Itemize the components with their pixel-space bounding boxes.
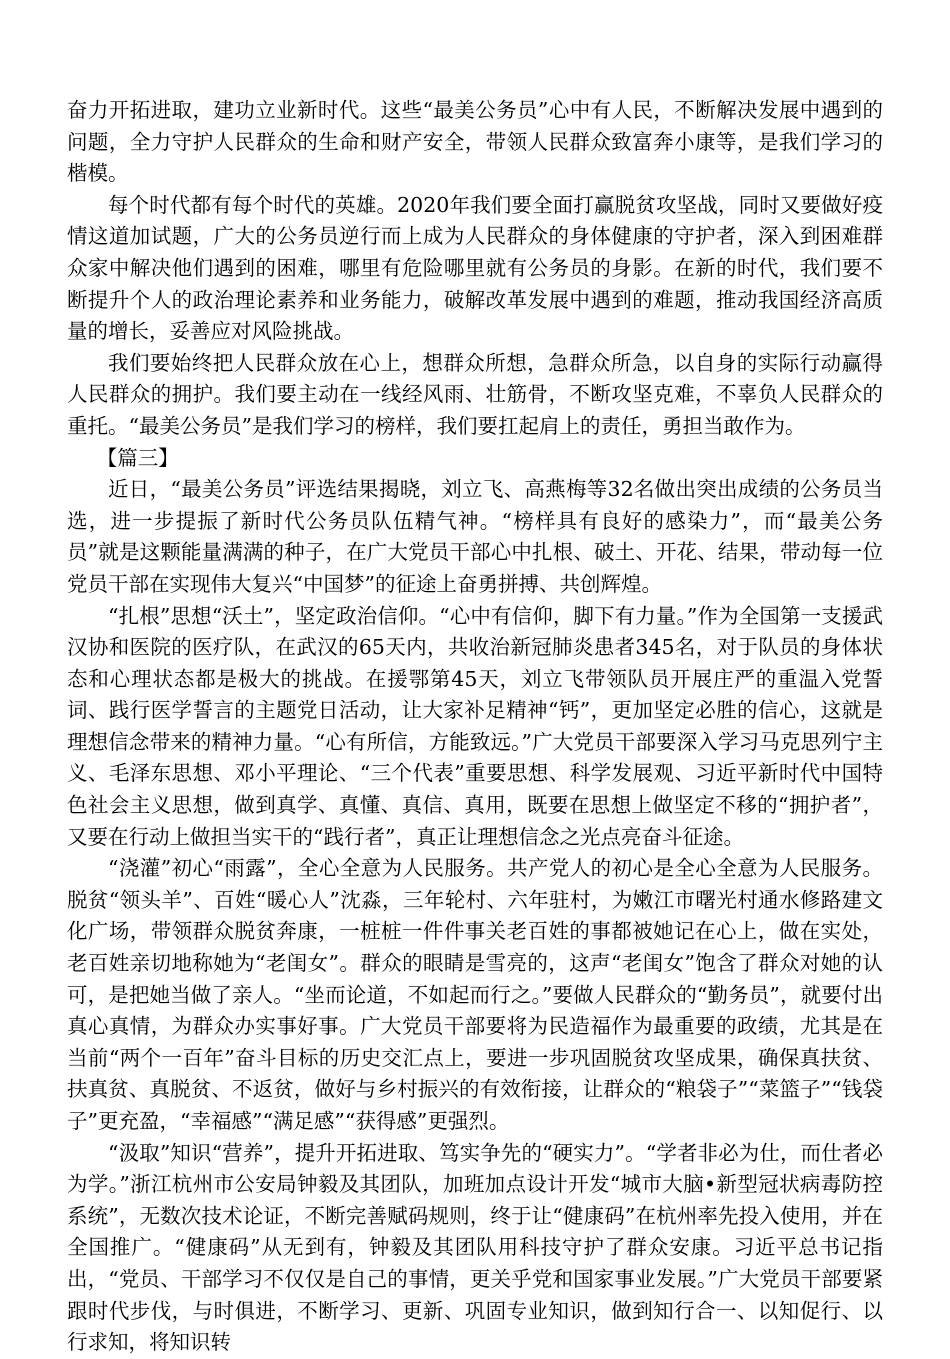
section-heading: 【篇三】 xyxy=(96,445,179,470)
document-page xyxy=(67,95,883,1359)
paragraph-continuation: 奋力开拓进取，建功立业新时代。这些“最美公务员”心中有人民，不断解决发展中遇到的问题，全力守护人民群众的生命和财产安全，带领人民群众致富奔小康等，是我们学习的楷模。 xyxy=(67,98,883,186)
paragraph-serve-people: “浇灌”初心“雨露”，全心全意为人民服务。共产党人的初心是全心全意为人民服务。脱贫“领头羊”、百姓“暖心人”沈淼，三年轮村、六年驻村，为嫩江市曙光村通水修路建文化广场，带领群众脱贫奔康，一桩桩一件件事关老百姓的事都被她记在心上，做在实处，老百姓亲切地称她为“老闺女”。群众的眼睛是雪亮的，这声“老闺女”饱含了群众对她的认可，是把她当做了亲人。“坐而论道，不如起而行之。”要做人民群众的“勤务员”，就要付出真心真情，为群众办实事好事。广大党员干部要将为民造福作为最重要的政绩，尤其是在当前“两个一百年”奋斗目标的历史交汇点上，要进一步巩固脱贫攻坚成果，确保真扶贫、扶真贫、真脱贫、不返贫，做好与乡村振兴的有效衔接，让群众的“粮袋子”“菜篮子”“钱袋子”更充盈，“幸福感”“满足感”“获得感”更强烈。 xyxy=(67,856,883,1133)
paragraph-people-in-heart: 我们要始终把人民群众放在心上，想群众所想，急群众所急，以自身的实际行动赢得人民群众的拥护。我们要主动在一线经风雨、壮筋骨，不断攻坚克难，不辜负人民群众的重托。“最美公务员”是我们学习的榜样，我们要扛起肩上的责任，勇担当敢作为。 xyxy=(67,350,883,438)
paragraph-heroes-of-era: 每个时代都有每个时代的英雄。2020年我们要全面打赢脱贫攻坚战，同时又要做好疫情这道加试题，广大的公务员逆行而上成为人民群众的身体健康的守护者，深入到困难群众家中解决他们遇到的困难，哪里有危险哪里就有公务员的身影。在新的时代，我们要不断提升个人的政治理论素养和业务能力，破解改革发展中遇到的难题，推动我国经济高质量的增长，妥善应对风险挑战。 xyxy=(67,192,883,344)
paragraph-selection-results: 近日，“最美公务员”评选结果揭晓，刘立飞、高燕梅等32名做出突出成绩的公务员当选，进一步提振了新时代公务员队伍精气神。“榜样具有良好的感染力”，而“最美公务员”就是这颗能量满满的种子，在广大党员干部心中扎根、破土、开花、结果，带动每一位党员干部在实现伟大复兴“中国梦”的征途上奋勇拼搏、共创辉煌。 xyxy=(67,477,883,596)
paragraph-absorb-knowledge: “汲取”知识“营养”，提升开拓进取、笃实争先的“硬实力”。“学者非必为仕，而仕者必为学。”浙江杭州市公安局钟毅及其团队，加班加点设计开发“城市大脑•新型冠状病毒防控系统”，无数次技术论证，不断完善赋码规则，终于让“健康码”在杭州率先投入使用，并在全国推广。“健康码”从无到有，钟毅及其团队用科技守护了群众安康。习近平总书记指出，“党员、干部学习不仅仅是自己的事情，更关乎党和国家事业发展。”广大党员干部要紧跟时代步伐，与时俱进，不断学习、更新、巩固专业知识，做到知行合一、以知促行、以行求知，将知识转 xyxy=(67,1140,883,1355)
paragraph-root-belief: “扎根”思想“沃土”，坚定政治信仰。“心中有信仰，脚下有力量。”作为全国第一支援武汉协和医院的医疗队，在武汉的65天内，共收治新冠肺炎患者345名，对于队员的身体状态和心理状态都是极大的挑战。在援鄂第45天，刘立飞带领队员开展庄严的重温入党誓词、践行医学誓言的主题党日活动，让大家补足精神“钙”，更加坚定必胜的信心，这就是理想信念带来的精神力量。“心有所信，方能致远。”广大党员干部要深入学习马克思列宁主义、毛泽东思想、邓小平理论、“三个代表”重要思想、科学发展观、习近平新时代中国特色社会主义思想，做到真学、真懂、真信、真用，既要在思想上做坚定不移的“拥护者”，又要在行动上做担当实干的“践行者”，真正让理想信念之光点亮奋斗征途。 xyxy=(67,603,883,849)
